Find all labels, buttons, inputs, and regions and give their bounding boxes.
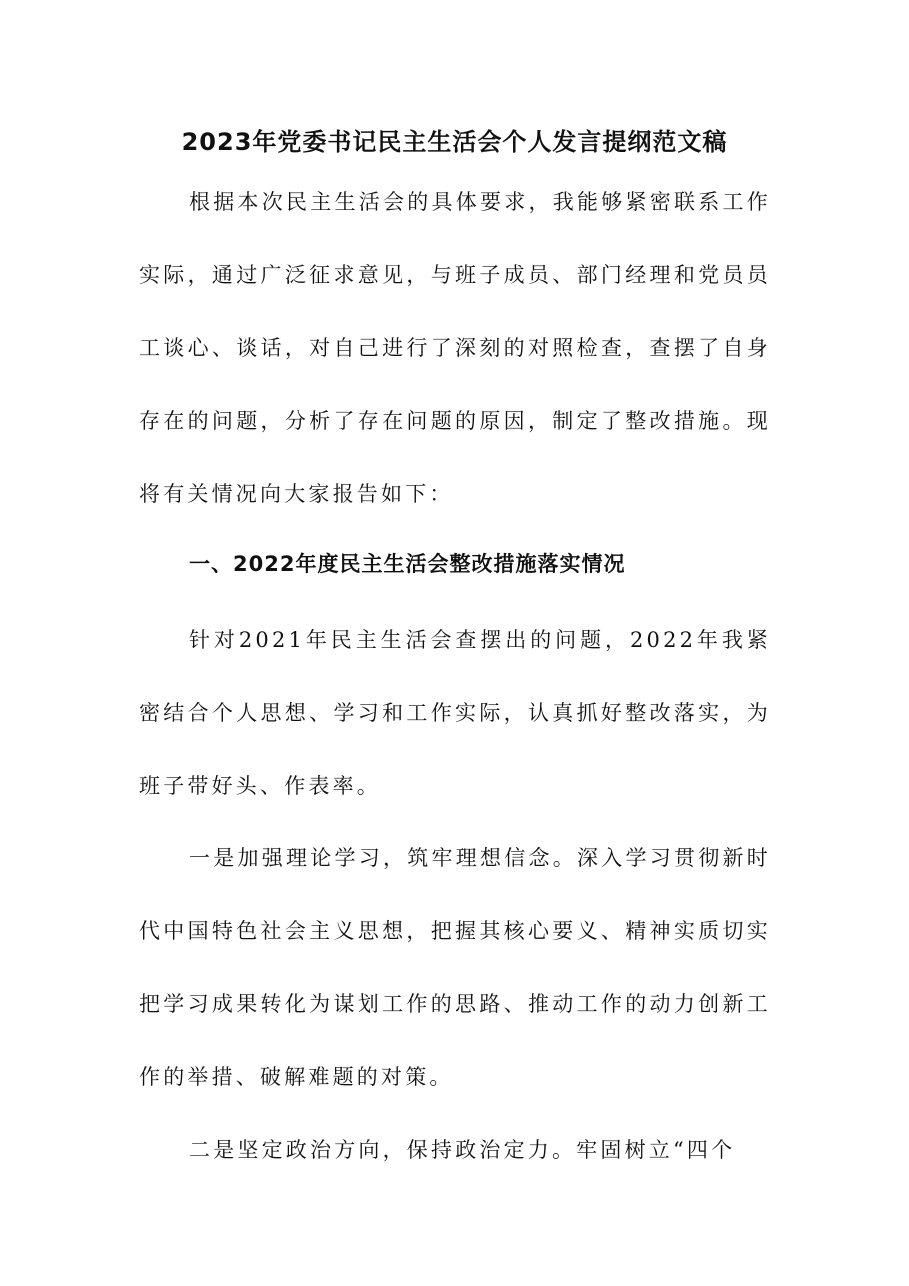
paragraph-intro: 根据本次民主生活会的具体要求，我能够紧密联系工作实际，通过广泛征求意见，与班子成员、部门经理和党员员工谈心、谈话，对自己进行了深刻的对照检查，查摆了自身存在的问题，分析了存在问题的原因，制定了整改措施。现将有关情况向大家报告如下：: [139, 190, 771, 506]
document-title: 2023年党委书记民主生活会个人发言提纲范文稿: [181, 128, 728, 156]
paragraph-point-two: 二是坚定政治方向，保持政治定力。牢固树立“四个: [189, 1138, 736, 1162]
paragraph-rectification: 针对2021年民主生活会查摆出的问题，2022年我紧密结合个人思想、学习和工作实际，认真抓好整改落实，为班子带好头、作表率。: [139, 628, 771, 798]
paragraph-point-one: 一是加强理论学习，筑牢理想信念。深入学习贯彻新时代中国特色社会主义思想，把握其核心要义、精神实质切实把学习成果转化为谋划工作的思路、推动工作的动力创新工作的举措、破解难题的对策。: [139, 846, 771, 1089]
section-heading: 一、2022年度民主生活会整改措施落实情况: [189, 552, 626, 576]
